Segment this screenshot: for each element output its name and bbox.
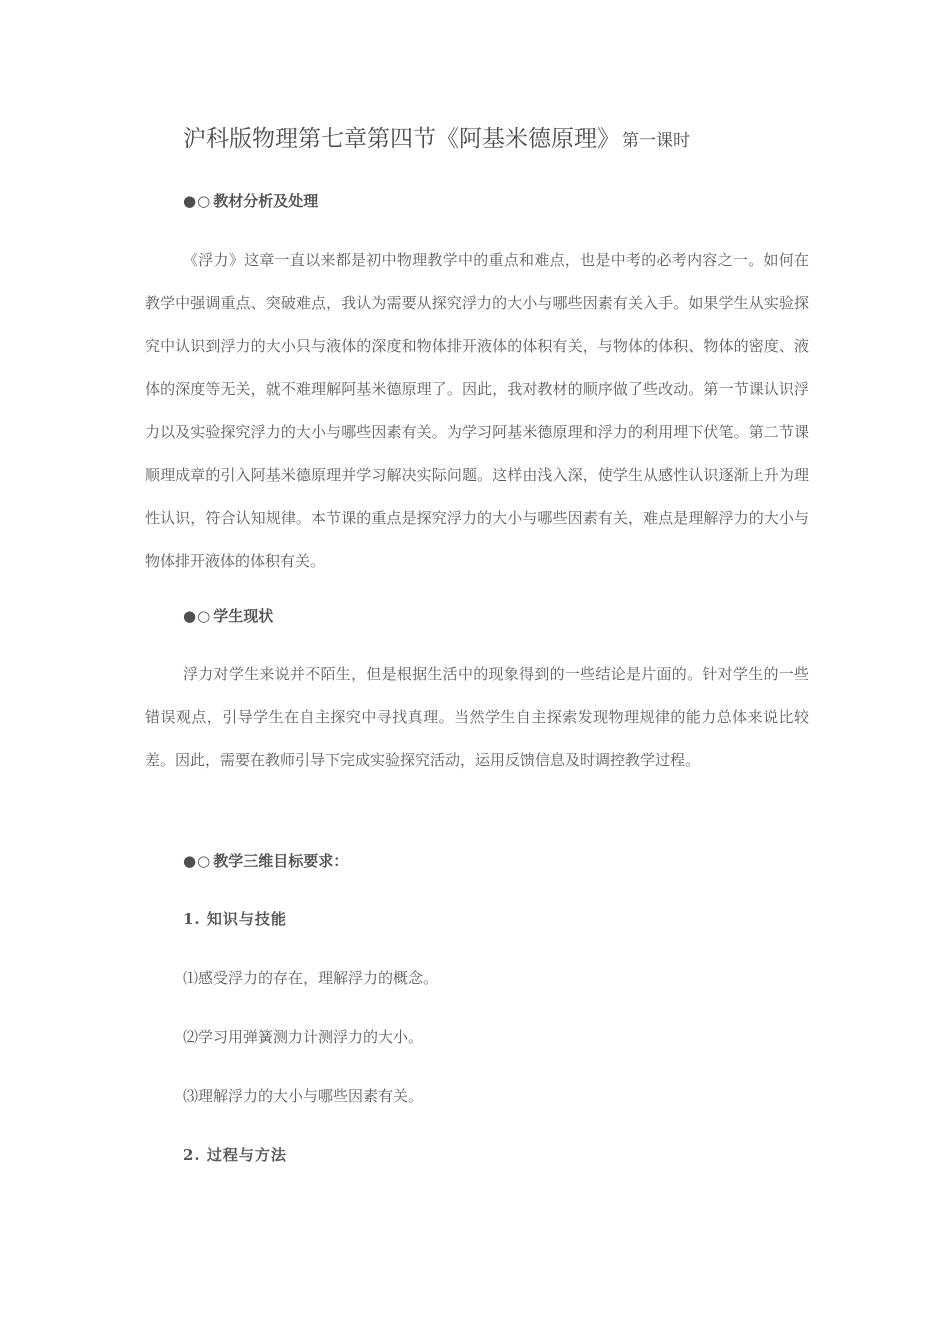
bullet-icon: ●○	[183, 852, 212, 870]
heading-text: 教材分析及处理	[213, 192, 319, 210]
title-main: 沪科版物理第七章第四节《阿基米德原理》	[183, 126, 620, 152]
section-heading-goals	[183, 850, 348, 871]
list-item: ⑵学习用弹簧测力计测浮力的大小。	[183, 1028, 424, 1046]
subheading-process: 2. 过程与方法	[183, 1146, 287, 1164]
paragraph-students: 浮力对学生来说并不陌生，但是根据生活中的现象得到的一些结论是片面的。针对学生的一些错误观点，引导学生在自主探究中寻找真理。当然学生自主探索发现物理规律的能力总体来说比较差。因此，需要在教师引导下完成实验探究活动，运用反馈信息及时调控教学过程。	[145, 665, 809, 769]
subheading-knowledge: 1. 知识与技能	[183, 910, 287, 928]
section-heading-students	[183, 605, 273, 626]
paragraph-analysis: 《浮力》这章一直以来都是初中物理教学中的重点和难点，也是中考的必考内容之一。如何在教学中强调重点、突破难点，我认为需要从探究浮力的大小与哪些因素有关入手。如果学生从实验探究中认识到浮力的大小只与液体的深度和物体排开液体的体积有关，与物体的体积、物体的密度、液体的深度等无关，就不难理解阿基米德原理了。因此，我对教材的顺序做了些改动。第一节课认识浮力以及实验探究浮力的大小与哪些因素有关。为学习阿基米德原理和浮力的利用埋下伏笔。第二节课顺理成章的引入阿基米德原理并学习解决实际问题。这样由浅入深，使学生从感性认识逐渐上升为理性认识，符合认知规律。本节课的重点是探究浮力的大小与哪些因素有关，难点是理解浮力的大小与物体排开液体的体积有关。	[145, 251, 809, 570]
list-item: ⑶理解浮力的大小与哪些因素有关。	[183, 1087, 424, 1105]
title-sub: 第一课时	[622, 131, 690, 151]
bullet-icon: ●○	[183, 192, 212, 210]
heading-text: 教学三维目标要求：	[213, 852, 349, 870]
document-title	[183, 120, 690, 153]
list-item: ⑴感受浮力的存在，理解浮力的概念。	[183, 969, 439, 987]
heading-text: 学生现状	[213, 607, 274, 625]
section-heading-analysis	[183, 190, 318, 211]
bullet-icon: ●○	[183, 607, 212, 625]
